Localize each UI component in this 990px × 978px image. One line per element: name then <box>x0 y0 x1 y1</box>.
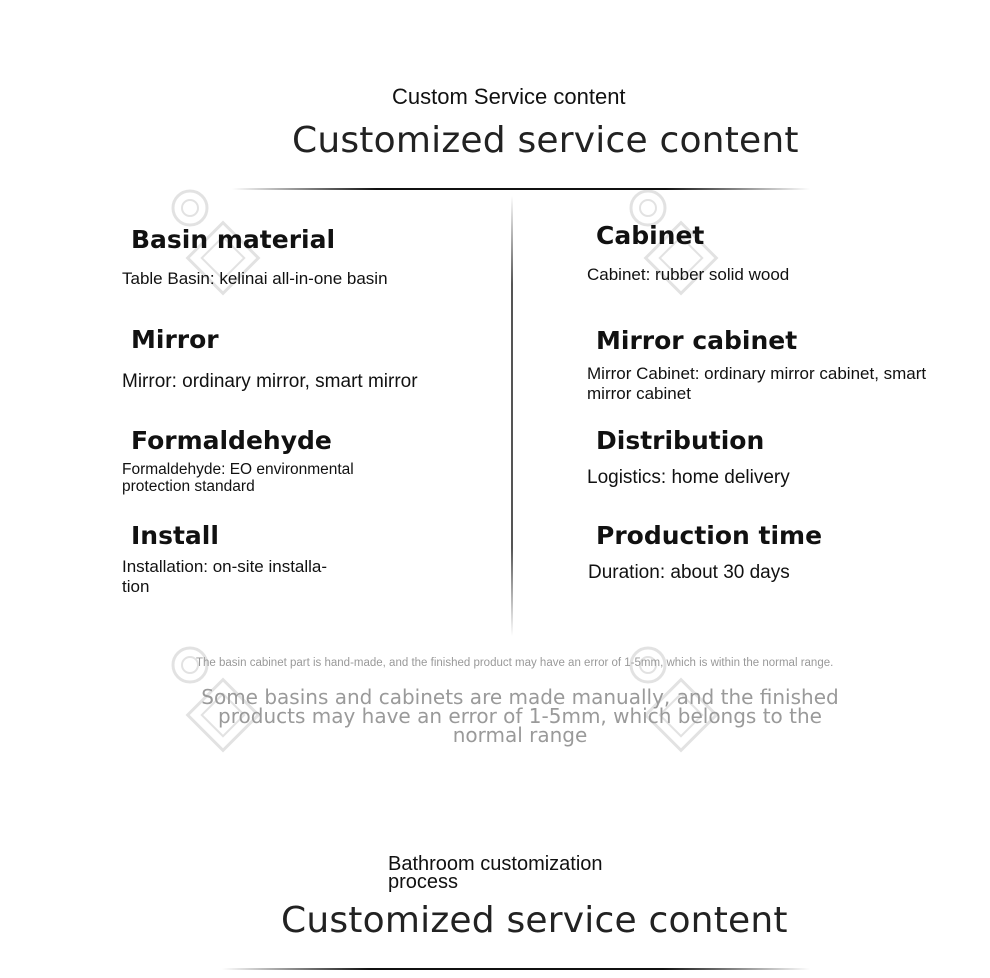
section-subtitle: Custom Service content <box>392 84 626 109</box>
production-time-heading: Production time <box>596 521 823 550</box>
handmade-note-small: The basin cabinet part is hand-made, and the finished product may have an error of 1-5mm, which is within the normal range. <box>196 657 834 669</box>
process-subtitle: Bathroom customization process <box>388 853 603 893</box>
install-heading: Install <box>131 521 219 550</box>
stamp-logo-icon <box>626 188 736 318</box>
column-divider <box>511 196 513 636</box>
cabinet-text: Cabinet: rubber solid wood <box>587 265 790 284</box>
distribution-heading: Distribution <box>596 426 765 455</box>
mirror-heading: Mirror <box>131 325 219 354</box>
section-title: Customized service content <box>292 120 799 161</box>
formaldehyde-heading: Formaldehyde <box>131 426 332 455</box>
mirror-text: Mirror: ordinary mirror, smart mirror <box>122 371 418 392</box>
process-title-divider <box>222 968 810 970</box>
title-divider <box>232 188 810 190</box>
production-time-text: Duration: about 30 days <box>588 562 790 583</box>
handmade-note-large: Some basins and cabinets are made manually, and the finished products may have an error of 1-5mm, which belongs to the normal range <box>201 685 839 747</box>
basin-material-text: Table Basin: kelinai all-in-one basin <box>122 269 388 288</box>
cabinet-heading: Cabinet <box>596 221 705 250</box>
distribution-text: Logistics: home delivery <box>587 467 790 488</box>
mirror-cabinet-heading: Mirror cabinet <box>596 326 798 355</box>
install-text: Installation: on-site installa-tion <box>122 557 328 596</box>
basin-material-heading: Basin material <box>131 225 336 254</box>
formaldehyde-text: Formaldehyde: EO environmental protection standard <box>122 461 354 496</box>
mirror-cabinet-text: Mirror Cabinet: ordinary mirror cabinet, smart mirror cabinet <box>587 364 927 403</box>
process-title: Customized service content <box>281 900 788 941</box>
